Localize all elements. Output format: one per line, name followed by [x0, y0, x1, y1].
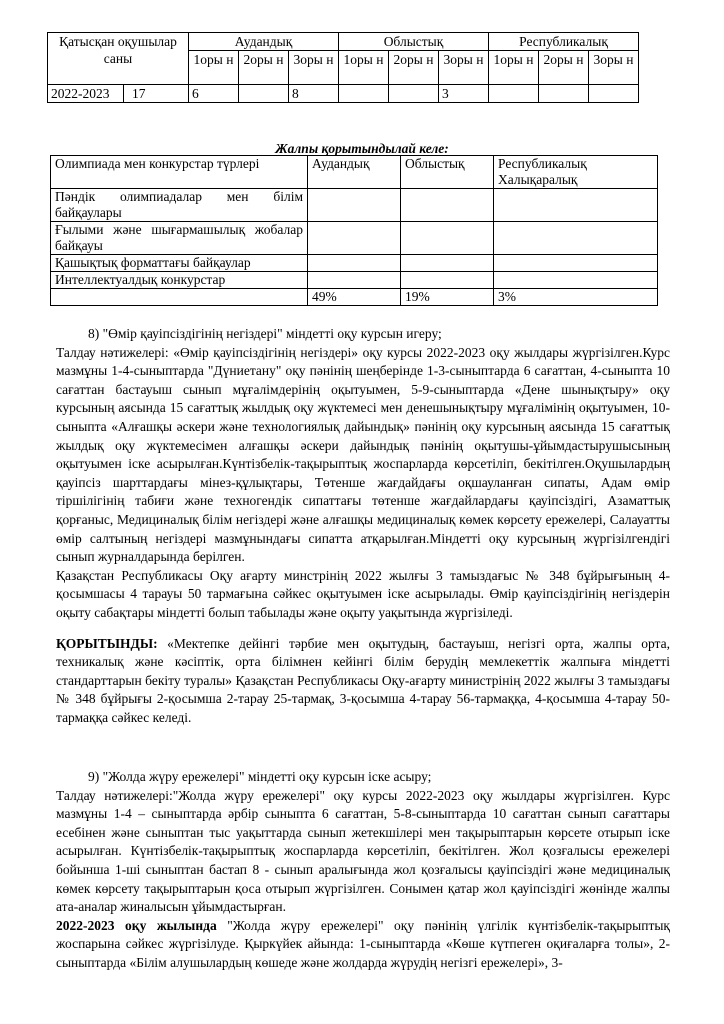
region-place-3: 3оры н: [439, 51, 489, 85]
cell-d2: [239, 85, 289, 103]
section-9-title: 9) "Жолда жүру ережелері" міндетті оқу курсын іске асыру;: [88, 769, 432, 784]
table-cell: [401, 255, 494, 272]
section-8-conclusion: [56, 635, 670, 728]
table-row: [51, 189, 658, 222]
summary-table: [50, 155, 658, 306]
results-table: [47, 32, 639, 103]
cell-p2: [539, 85, 589, 103]
section-9-paragraph-2-text: "Жолда жүру ережелері" оқу пәнінің үлгілік күнтізбелік-тақырыптық жоспарына сәйкес жүргізілуде. Қыркүйек айында: 1-сыныптарда «Көше күтпеген оқиғаларға толы», 2-сыныптарда «Білім алушылардың көшеде және жолдарда жүрудің негізгі ережелері», 3-: [56, 917, 670, 970]
section-8-title: 8) "Өмір қауіпсіздігінің негіздері" міндетті оқу курсын игеру;: [88, 326, 442, 341]
cell-r2: [389, 85, 439, 103]
summary-row-label: Ғылыми және шығармашылық жобалар байқауы: [51, 222, 308, 255]
republic-header: Республикалық: [489, 33, 639, 51]
section-9-paragraph-1: Талдау нәтижелері:"Жолда жүру ережелері" оқу курсы 2022-2023 оқу жылдары жүргізілген. Курс мазмұны 1-4 – сыныптарда әрбір сыныпта 6 сағаттан, 5-8-сыныптарда 10 сағаттан сынып сағаттары есебінен және сыныптан тыс уақыттарда сынып жетекшілері мен тақырыптарын көрсете отырып іске асырылған. Күнтізбелік-тақырыптық жоспарларда көрсетіліп, бекітілген. Жол қозғалысы ережелері бойынша 1-ші сыныптан бастап 8 - сынып аралығында жол қозғалысы қауіпсіздігі және медициналық көмек көрсету тақырыптарын қоса отырып жүргізілген. Сонымен қатар жол қауіпсіздігі жөнінде жалпы ата-аналар жиналысын ұйымдастырған.: [56, 787, 670, 915]
table-cell: [494, 272, 658, 289]
year-label: 2022-2023 оқу жылында: [56, 917, 217, 933]
cell-d3: 8: [289, 85, 339, 103]
table-cell: [308, 255, 401, 272]
summary-header-district: Аудандық: [308, 156, 401, 189]
table-row: [48, 85, 639, 103]
summary-header-type: Олимпиада мен конкурстар түрлері: [51, 156, 308, 189]
district-place-1: 1оры н: [189, 51, 239, 85]
summary-header-republic: Республикалық Халықаралық: [494, 156, 658, 189]
table-cell: [494, 222, 658, 255]
district-place-3: 3оры н: [289, 51, 339, 85]
summary-header-region: Облыстық: [401, 156, 494, 189]
republic-place-3: 3оры н: [589, 51, 639, 85]
summary-row-label: Пәндік олимпиадалар мен білім байқаулары: [51, 189, 308, 222]
table-row: [51, 272, 658, 289]
section-8-paragraph-2: Қазақстан Республикасы Оқу ағарту минстрінің 2022 жылғы 3 тамыздағыс № 348 бұйрығының 4-қосымшасы 4 тарауы 50 тармағына сәйкес оқытуымен іске асырылады. Өмір қауіпсіздігінің негіздерін оқыту сабақтары міндетті болып табылады және оқыту уақытында жүргізіледі.: [56, 567, 670, 620]
conclusion-label: ҚОРЫТЫНДЫ:: [56, 635, 158, 651]
cell-d1: 6: [189, 85, 239, 103]
region-header: Облыстық: [339, 33, 489, 51]
section-9: [56, 768, 670, 973]
table-row: [51, 222, 658, 255]
section-8-paragraph-1: Талдау нәтижелері: «Өмір қауіпсіздігінің негіздері» оқу курсы 2022-2023 оқу жылдары жүргізілген.Курс мазмұны 1-4-сыныптарда "Дүниетану" оқу пәнінің шеңберінде 1-3-сыныптарда 6 сағаттан, 4-сыныпта 10 сағаттан бастауыш сынып мұғалімдерінің оқытуымен, 5-9-сыныптарда «Дене шынықтыру» оқу курсының аясында 15 сағаттық жылдық оқу жүктемесі мен денешынықтыру мұғалімінің оқытуымен, 10-сыныпта «Алғашқы әскери және технологиялық дайындық» пәнінің оқу курсының аясында 15 сағаттық жылдық оқу жүктемесімен алғашқы әскери дайындық пәнінің оқытушы-ұйымдастырушысының оқытуымен іске асырылған.Күнтізбелік-тақырыптық жоспарларда көрсетіліп, бекітілген.Оқушылардың қауіпсіз шарттардағы мінез-құлықтары, Төтенше жағдайдағы оқшауланған сипаты, Адам өмір тіршілігінің табиғи және техногендік сипаттағы төтенше жағдайлардағы қауіпсіздігі, Азаматтық қорғаныс, Медициналық білім негіздері және алғашқы медициналық көмек көрсету ережелері, Салауатты өмір салтының негіздері мазмұнындағы сипатта атқарылған.Міндетті оқу курсының жүргізілгендігі сынып журналдарында берілген.: [56, 344, 670, 565]
summary-total-label: [51, 289, 308, 306]
table-cell: [308, 222, 401, 255]
table-cell: [494, 189, 658, 222]
cell-r3: 3: [439, 85, 489, 103]
count-cell: 17: [132, 86, 146, 101]
section-8: [56, 325, 670, 727]
republic-place-1: 1оры н: [489, 51, 539, 85]
table-cell: [401, 222, 494, 255]
cell-p1: [489, 85, 539, 103]
table-cell: [401, 189, 494, 222]
summary-row-label: Қашықтық форматтағы байқаулар: [51, 255, 308, 272]
table-cell: [494, 255, 658, 272]
cell-p3: [589, 85, 639, 103]
summary-title: Жалпы қорытындылай келе:: [275, 141, 449, 156]
district-place-2: 2оры н: [239, 51, 289, 85]
table-cell: [401, 272, 494, 289]
table-row: [51, 289, 658, 306]
table-row: [51, 255, 658, 272]
republic-place-2: 2оры н: [539, 51, 589, 85]
summary-total-republic: 3%: [494, 289, 658, 306]
summary-total-district: 49%: [308, 289, 401, 306]
table-cell: [308, 189, 401, 222]
section-9-paragraph-2: [56, 917, 670, 973]
participants-header: Қатысқан оқушылар саны: [48, 33, 189, 85]
summary-total-region: 19%: [401, 289, 494, 306]
cell-r1: [339, 85, 389, 103]
district-header: Аудандық: [189, 33, 339, 51]
region-place-1: 1оры н: [339, 51, 389, 85]
year-count-cell: [48, 85, 189, 103]
conclusion-text: «Мектепке дейінгі тәрбие мен оқытудың, бастауыш, негізгі орта, жалпы орта, техникалық және кәсіптік, орта білімнен кейінгі білім берудің мемлекеттік жалпыға міндетті стандарттарын бекіту туралы» Қазақстан Республикасы Оқу-ағарту министрінің 2022 жылғы 3 тамыздағы № 348 бұйрығы 2-қосымша 2-тарау 25-тармақ, 3-қосымша 4-тарау 56-тармаққа, 4-қосымша 4-тарау 50-тармаққа сәйкес келеді.: [56, 635, 670, 725]
summary-row-label: Интеллектуалдық конкурстар: [51, 272, 308, 289]
table-cell: [308, 272, 401, 289]
region-place-2: 2оры н: [389, 51, 439, 85]
year-cell: 2022-2023: [48, 85, 124, 102]
